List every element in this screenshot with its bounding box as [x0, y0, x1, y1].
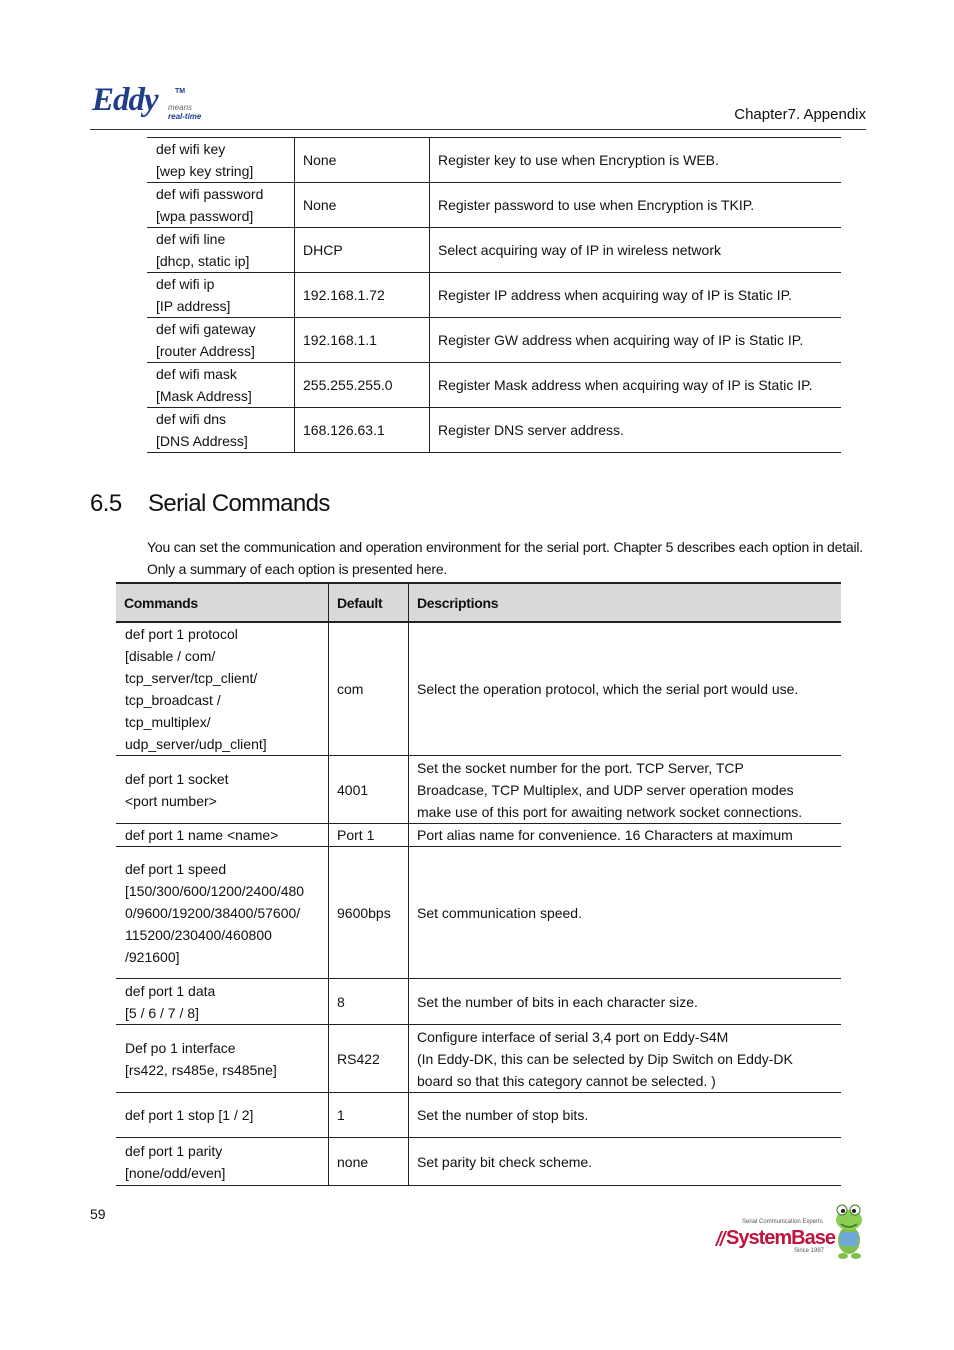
- default-cell: RS422: [329, 1025, 409, 1093]
- default-cell: 9600bps: [329, 847, 409, 979]
- table-row: [116, 1025, 841, 1093]
- brand-since: Since 1987: [794, 1248, 825, 1254]
- table-row: [116, 622, 841, 756]
- description-cell: Register Mask address when acquiring way of IP is Static IP.: [430, 363, 842, 408]
- table-header-row: [116, 583, 841, 622]
- section-intro: You can set the communication and operation environment for the serial port. Chapter 5 describes each option in detail. Only a summary of each option is presented here.: [147, 539, 863, 577]
- table-row: [147, 318, 841, 363]
- default-cell: 168.126.63.1: [295, 408, 430, 453]
- description-cell: Set the number of bits in each character size.: [409, 979, 842, 1025]
- table-row: [116, 1093, 841, 1138]
- command-cell: def port 1 protocol [disable / com/ tcp_server/tcp_client/ tcp_broadcast / tcp_multiplex/ udp_server/udp_client]: [116, 622, 329, 756]
- header-commands: Commands: [116, 583, 329, 622]
- table-row: [116, 847, 841, 979]
- default-cell: 192.168.1.72: [295, 273, 430, 318]
- table-row: [116, 756, 841, 824]
- description-cell: Port alias name for convenience. 16 Characters at maximum: [409, 824, 842, 847]
- logo-realtime: real-time: [168, 112, 202, 121]
- table-row: [116, 824, 841, 847]
- default-cell: 4001: [329, 756, 409, 824]
- section-number: 6.5: [90, 490, 122, 517]
- default-cell: 192.168.1.1: [295, 318, 430, 363]
- command-cell: def port 1 stop [1 / 2]: [116, 1093, 329, 1138]
- table-row: [116, 979, 841, 1025]
- default-cell: none: [329, 1138, 409, 1186]
- description-cell: Register key to use when Encryption is WEB.: [430, 138, 842, 183]
- description-cell: Set communication speed.: [409, 847, 842, 979]
- logo-tm: TM: [175, 88, 186, 95]
- brand-name: SystemBase: [726, 1227, 835, 1249]
- description-cell: Configure interface of serial 3,4 port on Eddy-S4M (In Eddy-DK, this can be selected by Dip Switch on Eddy-DK board so that this category cannot be selected. ): [409, 1025, 842, 1093]
- table-row: [147, 138, 841, 183]
- command-cell: def wifi line [dhcp, static ip]: [156, 231, 250, 269]
- serial-commands-table: [116, 582, 841, 1186]
- description-cell: Register IP address when acquiring way of IP is Static IP.: [430, 273, 842, 318]
- logo-means: means: [168, 103, 193, 112]
- default-cell: DHCP: [295, 228, 430, 273]
- section-title: Serial Commands: [148, 490, 330, 517]
- description-cell: Set the number of stop bits.: [409, 1093, 842, 1138]
- default-cell: 8: [329, 979, 409, 1025]
- command-cell: def wifi password [wpa password]: [156, 186, 264, 224]
- header-default: Default: [329, 583, 409, 622]
- table-row: [147, 408, 841, 453]
- description-cell: Register password to use when Encryption is TKIP.: [430, 183, 842, 228]
- command-cell: def port 1 data [5 / 6 / 7 / 8]: [116, 979, 329, 1025]
- command-cell: def port 1 parity [none/odd/even]: [116, 1138, 329, 1186]
- systembase-logo: [712, 1200, 868, 1262]
- command-cell: def wifi dns [DNS Address]: [156, 411, 248, 449]
- table-row: [147, 183, 841, 228]
- table-row: [147, 273, 841, 318]
- default-cell: 255.255.255.0: [295, 363, 430, 408]
- default-cell: None: [295, 183, 430, 228]
- default-cell: com: [329, 622, 409, 756]
- command-cell: def wifi key [wep key string]: [156, 141, 254, 179]
- table-row: [147, 228, 841, 273]
- command-cell: def wifi gateway [router Address]: [156, 321, 256, 359]
- header-descriptions: Descriptions: [409, 583, 842, 622]
- default-cell: Port 1: [329, 824, 409, 847]
- brand-tagline: Serial Communication Experts: [742, 1219, 823, 1225]
- default-cell: None: [295, 138, 430, 183]
- table-row: [147, 363, 841, 408]
- description-cell: Select acquiring way of IP in wireless network: [430, 228, 842, 273]
- default-cell: 1: [329, 1093, 409, 1138]
- page-number: 59: [90, 1206, 106, 1222]
- description-cell: Set parity bit check scheme.: [409, 1138, 842, 1186]
- description-cell: Register DNS server address.: [430, 408, 842, 453]
- table-row: [116, 1138, 841, 1186]
- description-cell: Select the operation protocol, which the serial port would use.: [409, 622, 842, 756]
- wifi-commands-table: [147, 137, 841, 453]
- logo-word: Eddy: [92, 82, 158, 118]
- chapter-title: Chapter7. Appendix: [734, 106, 866, 123]
- section-heading: [90, 490, 330, 518]
- header-divider: [90, 129, 866, 130]
- command-cell: def port 1 socket <port number>: [116, 756, 329, 824]
- description-cell: Register GW address when acquiring way of IP is Static IP.: [430, 318, 842, 363]
- command-cell: def wifi mask [Mask Address]: [156, 366, 252, 404]
- eddy-logo: [92, 82, 212, 126]
- command-cell: def port 1 name <name>: [116, 824, 329, 847]
- description-cell: Set the socket number for the port. TCP Server, TCP Broadcase, TCP Multiplex, and UDP server operation modes make use of this port for awaiting network socket connections.: [409, 756, 842, 824]
- command-cell: Def po 1 interface [rs422, rs485e, rs485ne]: [116, 1025, 329, 1093]
- command-cell: def wifi ip [IP address]: [156, 276, 231, 314]
- command-cell: def port 1 speed [150/300/600/1200/2400/480 0/9600/19200/38400/57600/ 115200/230400/460800 /921600]: [116, 847, 329, 979]
